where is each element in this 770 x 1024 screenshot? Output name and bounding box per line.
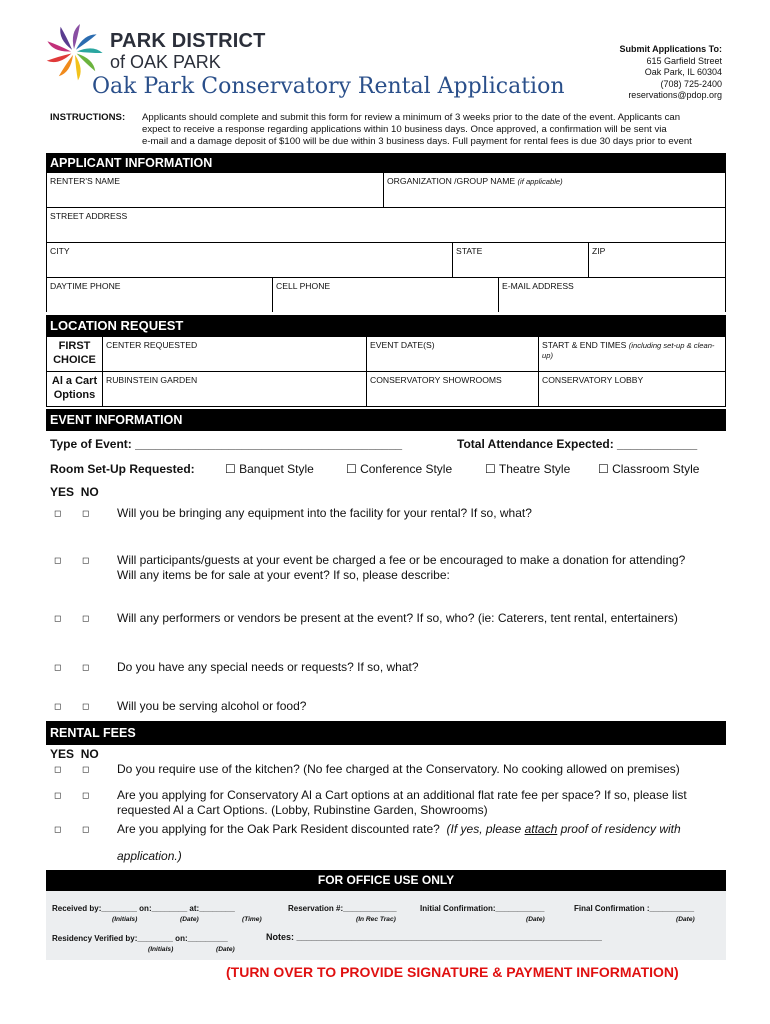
- org-name-note: (if applicable): [517, 177, 563, 186]
- rental-fees-heading: RENTAL FEES: [46, 721, 726, 745]
- location-request-heading: LOCATION REQUEST: [46, 315, 726, 337]
- received-date-caption: (Date): [180, 916, 199, 923]
- event-info-heading: EVENT INFORMATION: [46, 409, 726, 431]
- instructions-label: INSTRUCTIONS:: [50, 112, 126, 123]
- rec-trac-caption: (In Rec Trac): [356, 916, 396, 923]
- email-label: E-MAIL ADDRESS: [502, 281, 574, 291]
- final-confirmation-date-caption: (Date): [676, 916, 695, 923]
- fees-question-kitchen: ◻ ◻ Do you require use of the kitchen? (No fee charged at the Conservatory. No cooking allowed on premises): [54, 762, 680, 776]
- page-title: Oak Park Conservatory Rental Application: [92, 74, 565, 99]
- yes-checkbox[interactable]: ◻: [54, 824, 62, 834]
- submit-address-block: [620, 44, 723, 102]
- fees-yes-no-header: YES NO: [50, 747, 99, 761]
- conference-style-checkbox[interactable]: ☐ Conference Style: [346, 462, 453, 476]
- city-label: CITY: [50, 246, 70, 256]
- received-initials-caption: (Initials): [112, 916, 138, 923]
- org-name-label: ORGANIZATION /GROUP NAME: [387, 176, 516, 186]
- event-question-vendors: ◻ ◻ Will any performers or vendors be present at the event? If so, who? (ie: Caterers, tent rental, entertainers): [54, 611, 678, 625]
- location-request-grid: [46, 337, 726, 407]
- initial-confirmation-field: Initial Confirmation:___________: [420, 904, 545, 913]
- brand-name: PARK DISTRICT: [110, 30, 266, 52]
- cell-phone-field[interactable]: [273, 278, 499, 312]
- office-use-box: [46, 870, 726, 960]
- event-question-equipment: ◻ ◻ Will you be bringing any equipment into the facility for your rental? If so, what?: [54, 506, 532, 520]
- total-attendance-field[interactable]: Total Attendance Expected: ____________: [457, 437, 698, 451]
- center-requested-field[interactable]: [103, 337, 367, 371]
- no-checkbox[interactable]: ◻: [82, 555, 90, 565]
- reservation-field: Reservation #:____________: [288, 904, 397, 913]
- received-by-field: Received by:________ on:________ at:________: [52, 904, 235, 913]
- no-checkbox[interactable]: ◻: [82, 790, 90, 800]
- event-question-alcohol: ◻ ◻ Will you be serving alcohol or food?: [54, 699, 307, 713]
- submit-heading: Submit Applications To:: [619, 44, 722, 54]
- attach-link: attach: [524, 822, 558, 836]
- daytime-phone-label: DAYTIME PHONE: [50, 281, 121, 291]
- contact-phone: (708) 725-2400: [660, 78, 722, 89]
- event-dates-label: EVENT DATE(S): [370, 340, 435, 350]
- yes-checkbox[interactable]: ◻: [54, 613, 62, 623]
- event-dates-field[interactable]: [367, 337, 539, 371]
- event-yes-no-header: YES NO: [50, 485, 99, 499]
- banquet-style-checkbox[interactable]: ☐ Banquet Style: [225, 462, 314, 476]
- no-checkbox[interactable]: ◻: [82, 508, 90, 518]
- zip-field[interactable]: [589, 243, 725, 277]
- address-city: Oak Park, IL 60304: [644, 67, 722, 77]
- received-time-caption: (Time): [242, 916, 262, 923]
- daytime-phone-field[interactable]: [47, 278, 273, 312]
- no-checkbox[interactable]: ◻: [82, 613, 90, 623]
- lobby-field[interactable]: [539, 372, 725, 406]
- org-name-field[interactable]: [384, 173, 725, 207]
- renter-name-field[interactable]: [47, 173, 384, 207]
- applicant-info-grid: [46, 173, 726, 312]
- no-checkbox[interactable]: ◻: [82, 662, 90, 672]
- showrooms-label: CONSERVATORY SHOWROOMS: [370, 375, 502, 385]
- residency-date-caption: (Date): [216, 946, 235, 953]
- instructions-line-2: expect to receive a response regarding applications within 10 business days. Once approved, a confirmation will be sent via: [142, 124, 667, 136]
- state-label: STATE: [456, 246, 483, 256]
- instructions: [50, 112, 726, 149]
- room-setup-label: Room Set-Up Requested:: [50, 462, 195, 476]
- yes-checkbox[interactable]: ◻: [54, 701, 62, 711]
- city-field[interactable]: [47, 243, 453, 277]
- contact-email[interactable]: reservations@pdop.org: [628, 90, 722, 100]
- yes-checkbox[interactable]: ◻: [54, 508, 62, 518]
- park-district-logo: [44, 22, 104, 82]
- yes-checkbox[interactable]: ◻: [54, 790, 62, 800]
- notes-field: Notes: _____________________________________________________________: [266, 932, 602, 942]
- turn-over-notice: (TURN OVER TO PROVIDE SIGNATURE & PAYMENT INFORMATION): [226, 964, 679, 980]
- event-question-fee: ◻ ◻ Will participants/guests at your event be charged a fee or be encouraged to make a donation for attending? Will any items be for sale at your event? If so, please describe:: [54, 553, 686, 582]
- alacarte-label: Al a Cart Options: [47, 372, 103, 406]
- applicant-info-heading: APPLICANT INFORMATION: [46, 153, 726, 173]
- yes-checkbox[interactable]: ◻: [54, 764, 62, 774]
- start-end-times-field[interactable]: [539, 337, 725, 371]
- final-confirmation-field: Final Confirmation :__________: [574, 904, 695, 913]
- center-requested-label: CENTER REQUESTED: [106, 340, 198, 350]
- fees-question-alacarte: ◻ ◻ Are you applying for Conservatory Al a Cart options at an additional flat rate fee per space? If so, please list requested Al a Cart Options. (Lobby, Rubinstine Garden, Showrooms): [54, 788, 687, 817]
- zip-label: ZIP: [592, 246, 606, 256]
- residency-initials-caption: (Initials): [148, 946, 174, 953]
- showrooms-field[interactable]: [367, 372, 539, 406]
- street-address-field[interactable]: [47, 208, 725, 242]
- event-question-special-needs: ◻ ◻ Do you have any special needs or requests? If so, what?: [54, 660, 419, 674]
- rubinstein-garden-field[interactable]: [103, 372, 367, 406]
- initial-confirmation-date-caption: (Date): [526, 916, 545, 923]
- email-field[interactable]: [499, 278, 725, 312]
- fees-question-resident-rate: ◻ ◻ Are you applying for the Oak Park Resident discounted rate? (If yes, please attach proof of residency with application.): [54, 822, 681, 863]
- times-note: (including set-up & clean-up): [542, 341, 715, 360]
- renter-name-label: RENTER'S NAME: [50, 176, 120, 186]
- yes-checkbox[interactable]: ◻: [54, 662, 62, 672]
- no-checkbox[interactable]: ◻: [82, 764, 90, 774]
- theatre-style-checkbox[interactable]: ☐ Theatre Style: [485, 462, 571, 476]
- brand-subname: of OAK PARK: [110, 52, 221, 72]
- residency-verified-field: Residency Verified by:________ on:_________: [52, 934, 228, 943]
- address-street: 615 Garfield Street: [646, 55, 722, 66]
- no-checkbox[interactable]: ◻: [82, 824, 90, 834]
- cell-phone-label: CELL PHONE: [276, 281, 331, 291]
- lobby-label: CONSERVATORY LOBBY: [542, 375, 644, 385]
- yes-checkbox[interactable]: ◻: [54, 555, 62, 565]
- instructions-line-1: Applicants should complete and submit this form for review a minimum of 3 weeks prior to the date of the event. Applicants can: [142, 112, 681, 123]
- classroom-style-checkbox[interactable]: ☐ Classroom Style: [598, 462, 700, 476]
- state-field[interactable]: [453, 243, 589, 277]
- street-address-label: STREET ADDRESS: [50, 211, 128, 221]
- instructions-line-3: e-mail and a damage deposit of $100 will be due within 3 business days. Full payment for rental fees is due 30 days prior to event: [142, 136, 692, 148]
- times-label: START & END TIMES: [542, 340, 627, 350]
- no-checkbox[interactable]: ◻: [82, 701, 90, 711]
- office-use-heading: FOR OFFICE USE ONLY: [46, 870, 726, 891]
- first-choice-label: FIRST CHOICE: [47, 337, 103, 371]
- rubinstein-label: RUBINSTEIN GARDEN: [106, 375, 198, 385]
- type-of-event-field[interactable]: Type of Event: ________________________________________: [50, 437, 403, 451]
